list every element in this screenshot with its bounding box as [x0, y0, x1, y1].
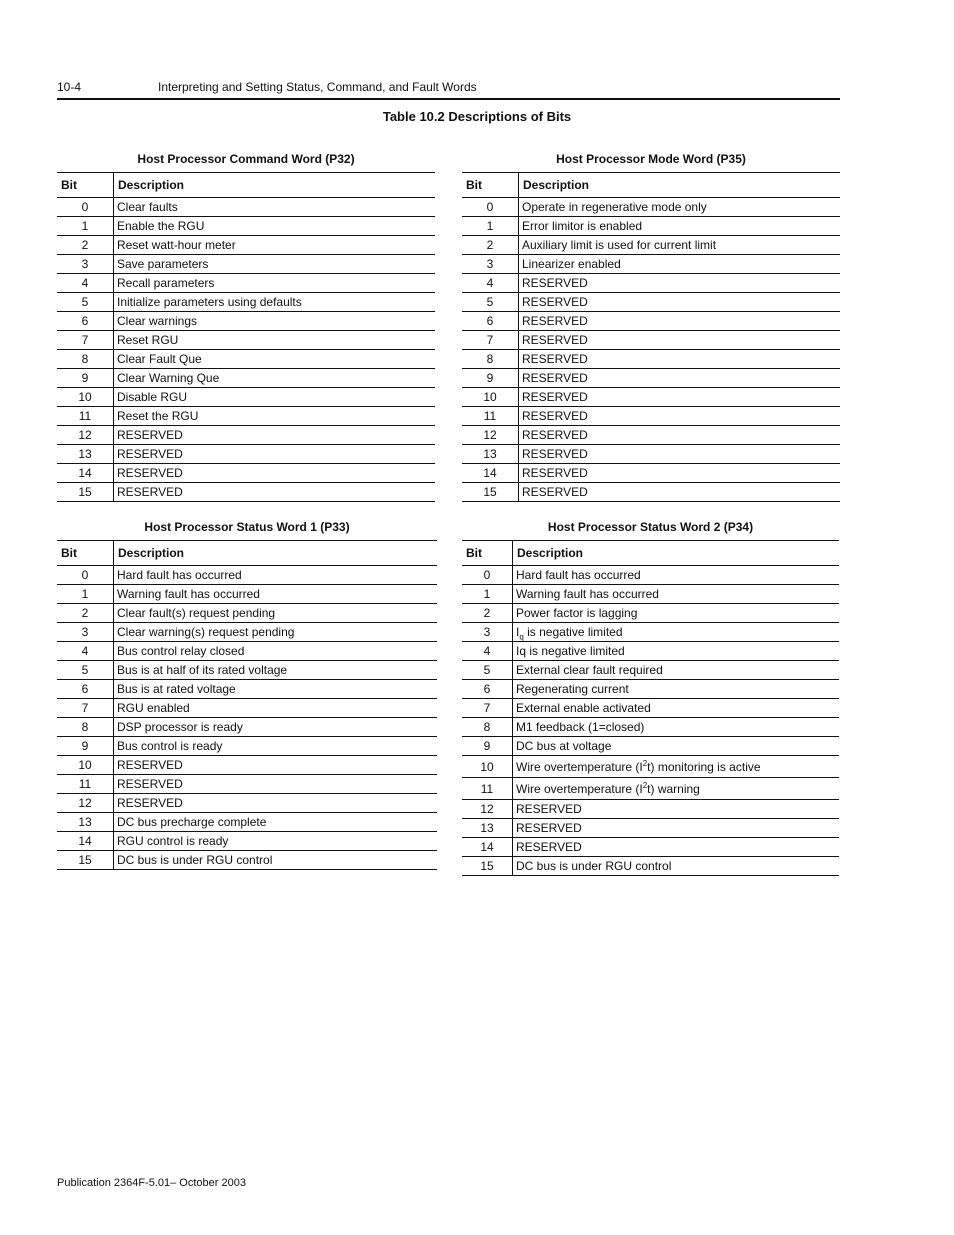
table-row — [57, 680, 437, 699]
table-row — [57, 585, 437, 604]
bit-description: RESERVED — [513, 838, 840, 857]
column-header-description: Description — [519, 173, 841, 198]
bit-description: RESERVED — [519, 407, 841, 426]
bit-description: DC bus precharge complete — [114, 813, 438, 832]
status-word-1-block — [57, 519, 437, 870]
bit-description: Clear fault(s) request pending — [114, 604, 438, 623]
bit-number: 6 — [462, 312, 519, 331]
description-text: t) monitoring is active — [647, 759, 761, 774]
table-row — [57, 274, 435, 293]
table-row — [57, 331, 435, 350]
bit-number: 3 — [462, 255, 519, 274]
table-row — [462, 293, 840, 312]
command-word-block — [57, 151, 435, 502]
table-row — [462, 483, 840, 502]
table-row — [57, 775, 437, 794]
bit-description: DC bus is under RGU control — [513, 857, 840, 876]
bit-description: Clear Fault Que — [114, 350, 436, 369]
bit-description: Reset the RGU — [114, 407, 436, 426]
bit-description: DC bus is under RGU control — [114, 851, 438, 870]
table-row — [462, 718, 839, 737]
bit-description: Clear Warning Que — [114, 369, 436, 388]
bit-description: RESERVED — [519, 350, 841, 369]
table-row — [57, 794, 437, 813]
bit-number: 8 — [462, 718, 513, 737]
bit-number: 12 — [57, 794, 114, 813]
table-row — [462, 388, 840, 407]
table-row — [57, 483, 435, 502]
bit-description: Clear faults — [114, 198, 436, 217]
bit-description: RESERVED — [519, 312, 841, 331]
bit-number: 2 — [462, 604, 513, 623]
bit-number: 13 — [462, 445, 519, 464]
bit-description: RESERVED — [519, 369, 841, 388]
bit-number: 9 — [462, 369, 519, 388]
table-row — [57, 407, 435, 426]
bit-number: 7 — [57, 331, 114, 350]
table-row — [57, 566, 437, 585]
running-header-title: Interpreting and Setting Status, Command, and Fault Words — [158, 80, 477, 94]
bit-description: RESERVED — [114, 426, 436, 445]
bit-description: Warning fault has occurred — [513, 585, 840, 604]
table-row — [462, 800, 839, 819]
bit-description: Linearizer enabled — [519, 255, 841, 274]
bit-description: RESERVED — [519, 464, 841, 483]
bit-description: Reset watt-hour meter — [114, 236, 436, 255]
column-header-description: Description — [114, 173, 436, 198]
table-row — [57, 198, 435, 217]
bit-number: 0 — [57, 198, 114, 217]
table-row — [462, 623, 839, 642]
table-row — [462, 312, 840, 331]
bit-number: 3 — [57, 255, 114, 274]
table-caption: Host Processor Status Word 2 (P34) — [547, 520, 754, 534]
table-caption: Host Processor Command Word (P32) — [137, 152, 355, 166]
table-row — [57, 445, 435, 464]
bit-number: 9 — [57, 737, 114, 756]
bit-number: 9 — [462, 737, 513, 756]
table-row — [57, 642, 437, 661]
page-number: 10-4 — [57, 80, 82, 94]
bit-description: Regenerating current — [513, 680, 840, 699]
table-row — [462, 857, 839, 876]
bit-number: 5 — [57, 293, 114, 312]
bit-number: 5 — [462, 293, 519, 312]
bit-description: Bus is at half of its rated voltage — [114, 661, 438, 680]
table-row — [462, 642, 839, 661]
bit-description: Bus is at rated voltage — [114, 680, 438, 699]
description-text: Wire overtemperature (I — [516, 781, 643, 796]
table-row — [462, 778, 839, 800]
bit-description: RESERVED — [519, 483, 841, 502]
bit-description: Error limitor is enabled — [519, 217, 841, 236]
table-row — [57, 236, 435, 255]
bit-number: 5 — [462, 661, 513, 680]
bit-number: 8 — [462, 350, 519, 369]
bit-number: 5 — [57, 661, 114, 680]
table-row — [57, 255, 435, 274]
description-text: Wire overtemperature (I — [516, 759, 643, 774]
bit-description: Initialize parameters using defaults — [114, 293, 436, 312]
bit-description: Disable RGU — [114, 388, 436, 407]
table-row — [462, 198, 840, 217]
bit-description: Hard fault has occurred — [114, 566, 438, 585]
bit-number: 7 — [462, 699, 513, 718]
bit-description: Clear warning(s) request pending — [114, 623, 438, 642]
table-caption: Host Processor Status Word 1 (P33) — [144, 520, 350, 534]
bit-number: 1 — [57, 217, 114, 236]
bit-number: 15 — [462, 483, 519, 502]
bit-description: RESERVED — [519, 388, 841, 407]
bit-description: Bus control is ready — [114, 737, 438, 756]
bit-description: Warning fault has occurred — [114, 585, 438, 604]
bit-number: 6 — [462, 680, 513, 699]
description-text: is negative limited — [523, 625, 623, 639]
table-row — [57, 718, 437, 737]
table-row — [462, 236, 840, 255]
bit-number: 10 — [462, 756, 513, 778]
table-row — [462, 217, 840, 236]
table-row — [462, 838, 839, 857]
table-row — [462, 407, 840, 426]
bit-description: RESERVED — [114, 483, 436, 502]
column-header-bit: Bit — [57, 173, 114, 198]
table-row — [462, 274, 840, 293]
bit-number: 12 — [462, 426, 519, 445]
bit-number: 3 — [462, 623, 513, 642]
bit-description — [513, 778, 840, 800]
bit-description: Bus control relay closed — [114, 642, 438, 661]
bit-description: RESERVED — [519, 293, 841, 312]
table-title: Table 10.2 Descriptions of Bits — [382, 109, 572, 124]
bit-number: 4 — [57, 642, 114, 661]
table-row — [57, 661, 437, 680]
table-row — [462, 350, 840, 369]
bits-table — [57, 540, 437, 870]
bit-description: Auxiliary limit is used for current limit — [519, 236, 841, 255]
bit-description: Clear warnings — [114, 312, 436, 331]
bit-description: DC bus at voltage — [513, 737, 840, 756]
table-row — [57, 388, 435, 407]
bit-number: 14 — [462, 464, 519, 483]
table-row — [462, 426, 840, 445]
bit-description: Power factor is lagging — [513, 604, 840, 623]
bit-description: DSP processor is ready — [114, 718, 438, 737]
bit-description: External enable activated — [513, 699, 840, 718]
table-row — [462, 756, 839, 778]
table-row — [57, 293, 435, 312]
bit-number: 14 — [57, 464, 114, 483]
table-row — [462, 699, 839, 718]
table-row — [462, 585, 839, 604]
bit-number: 0 — [57, 566, 114, 585]
mode-word-block — [462, 151, 840, 502]
table-row — [462, 255, 840, 274]
table-row — [462, 566, 839, 585]
bit-number: 7 — [462, 331, 519, 350]
table-row — [57, 756, 437, 775]
bit-number: 0 — [462, 198, 519, 217]
bit-number: 4 — [462, 642, 513, 661]
bit-description: RESERVED — [114, 756, 438, 775]
table-row — [57, 426, 435, 445]
bit-number: 15 — [57, 851, 114, 870]
bit-description — [513, 623, 840, 642]
publication-footer: Publication 2364F-5.01– October 2003 — [57, 1177, 246, 1189]
table-row — [462, 445, 840, 464]
column-header-description: Description — [114, 541, 438, 566]
bit-number: 10 — [57, 756, 114, 775]
table-row — [57, 312, 435, 331]
bit-number: 14 — [57, 832, 114, 851]
bit-number: 11 — [462, 407, 519, 426]
header-rule — [57, 98, 840, 100]
column-header-description: Description — [513, 541, 840, 566]
bit-description: RESERVED — [519, 274, 841, 293]
column-header-bit: Bit — [57, 541, 114, 566]
bit-description: RESERVED — [519, 445, 841, 464]
bit-number: 11 — [57, 775, 114, 794]
subscript: q — [519, 632, 524, 642]
status-word-2-block — [462, 519, 839, 876]
bit-description: M1 feedback (1=closed) — [513, 718, 840, 737]
bit-number: 12 — [57, 426, 114, 445]
table-row — [57, 604, 437, 623]
bit-number: 13 — [57, 813, 114, 832]
bit-number: 1 — [57, 585, 114, 604]
table-row — [462, 680, 839, 699]
bit-number: 8 — [57, 350, 114, 369]
bit-description: Hard fault has occurred — [513, 566, 840, 585]
bits-table — [462, 540, 839, 876]
table-row — [462, 331, 840, 350]
bit-number: 13 — [462, 819, 513, 838]
column-header-bit: Bit — [462, 173, 519, 198]
bit-description: RESERVED — [114, 464, 436, 483]
bit-number: 15 — [462, 857, 513, 876]
bit-number: 10 — [462, 388, 519, 407]
bit-number: 2 — [57, 604, 114, 623]
bit-number: 2 — [57, 236, 114, 255]
table-row — [57, 623, 437, 642]
table-row — [462, 819, 839, 838]
bit-number: 15 — [57, 483, 114, 502]
bit-number: 14 — [462, 838, 513, 857]
bit-description — [513, 756, 840, 778]
bit-number: 1 — [462, 217, 519, 236]
table-row — [57, 699, 437, 718]
bit-number: 2 — [462, 236, 519, 255]
description-text: t) warning — [647, 781, 700, 796]
bit-number: 10 — [57, 388, 114, 407]
table-caption: Host Processor Mode Word (P35) — [556, 152, 746, 166]
table-row — [462, 464, 840, 483]
bit-number: 3 — [57, 623, 114, 642]
bit-description: Reset RGU — [114, 331, 436, 350]
bit-description: Save parameters — [114, 255, 436, 274]
bit-number: 0 — [462, 566, 513, 585]
bit-number: 8 — [57, 718, 114, 737]
table-row — [57, 464, 435, 483]
bit-number: 9 — [57, 369, 114, 388]
bit-description: Enable the RGU — [114, 217, 436, 236]
bit-description: RESERVED — [114, 794, 438, 813]
table-row — [57, 217, 435, 236]
bit-description: External clear fault required — [513, 661, 840, 680]
table-row — [57, 369, 435, 388]
bit-description: RGU control is ready — [114, 832, 438, 851]
bit-description: Recall parameters — [114, 274, 436, 293]
table-row — [57, 737, 437, 756]
bit-number: 6 — [57, 312, 114, 331]
bit-number: 1 — [462, 585, 513, 604]
bit-number: 12 — [462, 800, 513, 819]
table-row — [462, 661, 839, 680]
bit-description: RESERVED — [519, 331, 841, 350]
table-row — [57, 851, 437, 870]
superscript: 2 — [642, 780, 648, 790]
bit-number: 11 — [57, 407, 114, 426]
bit-description: RGU enabled — [114, 699, 438, 718]
bits-table — [462, 172, 840, 502]
column-header-bit: Bit — [462, 541, 513, 566]
bit-number: 7 — [57, 699, 114, 718]
bits-table — [57, 172, 435, 502]
table-row — [57, 350, 435, 369]
table-row — [57, 832, 437, 851]
bit-number: 13 — [57, 445, 114, 464]
superscript: 2 — [642, 758, 648, 768]
table-row — [462, 369, 840, 388]
bit-description: RESERVED — [513, 800, 840, 819]
bit-number: 6 — [57, 680, 114, 699]
table-row — [462, 737, 839, 756]
bit-description: RESERVED — [513, 819, 840, 838]
bit-number: 11 — [462, 778, 513, 800]
table-row — [462, 604, 839, 623]
bit-description: Iq is negative limited — [513, 642, 840, 661]
bit-description: RESERVED — [114, 775, 438, 794]
bit-description: Operate in regenerative mode only — [519, 198, 841, 217]
table-row — [57, 813, 437, 832]
description-text: I — [516, 625, 520, 639]
bit-number: 4 — [57, 274, 114, 293]
bit-description: RESERVED — [519, 426, 841, 445]
bit-description: RESERVED — [114, 445, 436, 464]
bit-number: 4 — [462, 274, 519, 293]
